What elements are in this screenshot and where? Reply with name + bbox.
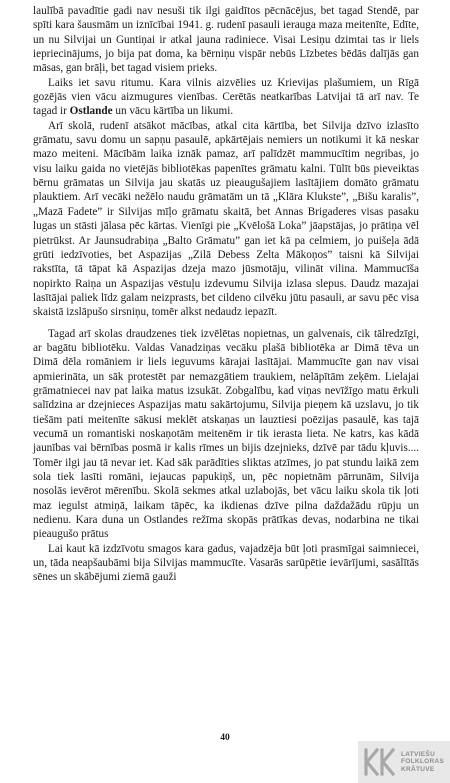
paragraph [33, 119, 419, 320]
paragraph-text: Laiks iet savu ritumu. Kara vilnis aizvēlies uz Krievijas plašumiem, un Rīgā gozējās vien vācu aizmugures vienības. Cerētās neatkarības Latvijai tā arī nav. Te tagad ir [33, 76, 419, 118]
paragraph [33, 4, 419, 76]
kk-logo-icon [362, 747, 398, 777]
logo-line: FOLKLORAS [401, 758, 445, 766]
archive-logo [358, 741, 450, 783]
paragraph-text: Arī skolā, rudenī atsākot mācības, atkal cita kārtība, bet Silvija dzīvo izlasīto grāmatu, savu domu un sapņu pasaulē, apkārtējais nemiers un notikumi it kā neskar mazo meiteni. Mācībām laika iznāk pamaz, arī palīdzēt mammucītim negribas, jo visu laiku gaida no vietējās bibliotēkas papenītes grāmatu kalni. Tūlīt būs pieveiktas bērnu grāmatas un Silvija jau skatās uz pieaugušajiem lasītājiem domāto grāmatu plauktiem. Arī vecāki nežēlo naudu grāmatām un tā „Klāra Klukste”, „Bišu karalis”, „Mazā Fadete” ir Silvijas mīļo grāmatu skaitā, bet Annas Brigaderes visas pasaku lugas un stāsti jālasa pēc kārtas. Vienīgi pie „Kvēlošā Loka” jāapstājas, jo prātiņa vēl pietrūkst. Ar Jaunsudrabiņa „Balto Grāmatu” gan iet kā pa celmiem, jo puišeļa ādā grūti iedzīvoties, bet Aspazijas „Zilā Debess Zelta Mākoņos” taisni kā Silvijai rakstīta, tā tāpat kā Aspazijas dzeja mazo jūsmotāju, vilināt vilina. Mammucīša nopirkto Raiņa un Aspazijas vēstuļu izdevumu Silvija izlasa slepus. Daudz mazajai lasītājai paliek līdz galam neizprasts, bet cildeno cilvēku jūtu pasauli, ar savu pēc visa skaistā izslāpušo sirsniņu, tomēr alkst nedaudz iepazīt. [33, 119, 419, 319]
logo-line: KRĀTUVE [401, 765, 435, 773]
paragraph-text: un vācu kārtība un likumi. [112, 105, 234, 118]
paragraph-text: Tagad arī skolas draudzenes tiek izvēlētas nopietnas, un galvenais, cik tālredzīgi, ar bagātu bibliotēku. Valdas Vanadziņas vecāku plašā bibliotēka ar Dimā tēva un Dimā dēla romāniem ir liels ieguvums kārajai lasītājai. Mammucīte gan nav visai apmierināta, un sāk protestēt par nemazgātiem traukiem, nelāpītām zeķēm. Lielajai grāmatniecei nav pat laika matus izsukāt. Zobgalību, kad viņas nevīžīgo matu ērkuli salīdzina ar dzejnieces Aspazijas matu sakārtojumu, Silvija pieņem kā uzslavu, jo tik tiešām pati meitenīte sākusi meklēt atskaņas un lauztiesi poēzijas pasaulē, kas tajā vecumā un romantiski noskaņotām meitenēm ir tik ierasta lieta. Ne katrs, kas kādā jaunības vai bērnības posmā ir kalis rīmes un bijis dzejnieks, dzīvē par tādu kļuvis.... Tomēr ilgi jau tā nevar iet. Kad sāk parādīties sliktas atzīmes, jo pat stundu laikā zem sola tiek lasīti romāni, iejaucas papukiņš, un, pēc nopietnām pārrunām, Silvija nosolās ievērot mērenību. Skolā sekmes atkal uzlabojās, bet vācu laiku skola tik ļoti maz iegulst atmiņā, laikam tāpēc, ka ikdienas dzīve pilna daždažādu rūpju un nedienu. Kara duna un Ostlandes režīma skopās prātīkas devas, nodarbina ne tikai pieaugušo prātus [33, 327, 419, 541]
archive-logo-text [401, 751, 444, 773]
paragraph [33, 76, 419, 119]
page-number: 40 [220, 733, 230, 743]
paragraph [33, 542, 419, 585]
paragraph [33, 327, 419, 542]
logo-line: LATVIEŠU [401, 751, 436, 759]
emphasis-term: Ostlande [69, 105, 113, 118]
paragraph-text: Lai kaut kā izdzīvotu smagos kara gadus, vajadzēja būt ļoti prasmīgai saimniecei, un, tāda neapšaubāmi bija Silvijas mammucīte. Vasarās sarūpētie ievārījumi, sasālītās sēnes un skābējumi ziemā gauži [33, 542, 419, 584]
paragraph-text: laulībā pavadītie gadi nav nesuši tik ilgi gaidītos pēcnācējus, bet tagad Stendē, par spīti kara šausmām un iznīcībai 1941. g. rudenī pasauli ierauga maza meitenīte, Edīte, un nu Silvijai un Guntiņai ir atkal jauna radiniece. Visai Lesiņu dzimtai tas ir liels iepriecinājums, jo bija pat doma, ka bērniņu vispār nebūs Līzbetes bēdās dalījās gan māsas, gan brāļi, bet tagad visiem prieks. [33, 5, 419, 75]
page-text-body [33, 4, 419, 585]
